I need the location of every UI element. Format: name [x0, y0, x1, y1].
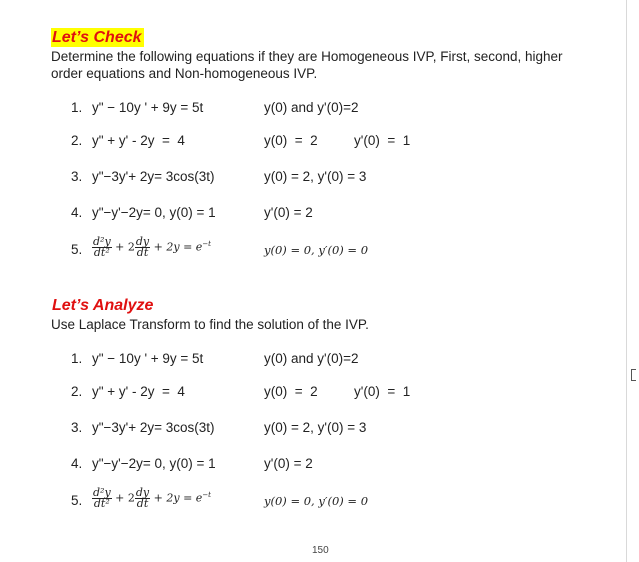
equation: y"−3y'+ 2y= 3cos(3t) — [92, 420, 215, 435]
check-item-3 — [51, 167, 611, 187]
item-number: 5. — [71, 242, 83, 257]
item-number: 2. — [71, 133, 83, 148]
item-number: 1. — [71, 351, 83, 366]
page-edge-divider — [626, 0, 627, 562]
analyze-item-3 — [51, 418, 611, 438]
initial-conditions: y'(0) = 2 — [264, 456, 313, 471]
bracket-marker-icon — [631, 369, 636, 381]
analyze-item-5 — [51, 486, 611, 511]
check-instructions-line2: order equations and Non-homogeneous IVP. — [51, 66, 318, 81]
analyze-item-1 — [51, 349, 611, 369]
analyze-instructions: Use Laplace Transform to find the solution of the IVP. — [51, 317, 369, 332]
item-number: 3. — [71, 420, 83, 435]
first-derivative-fraction: $\frac{dy}{dt}$ — [135, 486, 150, 511]
analyze-item-2 — [51, 382, 611, 402]
initial-conditions: y(0) = 2, y'(0) = 3 — [264, 420, 367, 435]
check-item-4 — [51, 203, 611, 223]
item-number: 1. — [71, 100, 83, 115]
item-number: 4. — [71, 205, 83, 220]
check-section — [51, 28, 621, 82]
second-derivative-fraction: $\frac{\text{d²y}}{\text{dt²}}$ — [93, 235, 111, 260]
analyze-section — [51, 296, 621, 333]
equation: y" − 10y ' + 9y = 5t — [92, 351, 204, 366]
check-instructions — [51, 48, 621, 82]
analyze-heading: Let’s Analyze — [52, 297, 154, 314]
check-item-2 — [51, 131, 611, 151]
initial-conditions: y(0) and y'(0)=2 — [264, 351, 359, 366]
item-number: 5. — [71, 493, 83, 508]
check-item-1 — [51, 98, 611, 118]
item-number: 4. — [71, 456, 83, 471]
equation: y" + y' - 2y = 4 — [92, 133, 185, 148]
initial-conditions: y(0) = 0, y′(0) = 0 — [264, 243, 369, 257]
initial-condition-2: y'(0) = 1 — [354, 133, 411, 148]
initial-condition-1: y(0) = 2 — [264, 133, 318, 148]
equation: y"−y'−2y= 0, y(0) = 1 — [92, 205, 216, 220]
initial-conditions: y'(0) = 2 — [264, 205, 313, 220]
equation: y" − 10y ' + 9y = 5t — [92, 100, 204, 115]
page-number: 150 — [312, 545, 329, 556]
analyze-item-4 — [51, 454, 611, 474]
equation: y"−3y'+ 2y= 3cos(3t) — [92, 169, 215, 184]
initial-conditions: y(0) = 0, y′(0) = 0 — [264, 494, 369, 508]
initial-conditions: y(0) and y'(0)=2 — [264, 100, 359, 115]
initial-condition-1: y(0) = 2 — [264, 384, 318, 399]
equation-math: $\frac{\text{d²y}}{\text{dt²}}$ + 2 $\frac{dy}{dt}$ + $2y = e^{-t}$ — [93, 486, 211, 511]
equation-math: $\frac{\text{d²y}}{\text{dt²}}$ + 2 $\frac{dy}{dt}$ + $2y = e^{-t}$ — [93, 235, 211, 260]
item-number: 3. — [71, 169, 83, 184]
equation: y" + y' - 2y = 4 — [92, 384, 185, 399]
check-item-5 — [51, 235, 611, 260]
initial-conditions: y(0) = 2, y'(0) = 3 — [264, 169, 367, 184]
item-number: 2. — [71, 384, 83, 399]
second-derivative-fraction: $\frac{\text{d²y}}{\text{dt²}}$ — [93, 486, 111, 511]
equation: y"−y'−2y= 0, y(0) = 1 — [92, 456, 216, 471]
check-heading: Let’s Check — [52, 29, 142, 46]
initial-condition-2: y'(0) = 1 — [354, 384, 411, 399]
check-instructions-line1: Determine the following equations if they are Homogeneous IVP, First, second, higher — [51, 49, 563, 64]
first-derivative-fraction: $\frac{dy}{dt}$ — [135, 235, 150, 260]
